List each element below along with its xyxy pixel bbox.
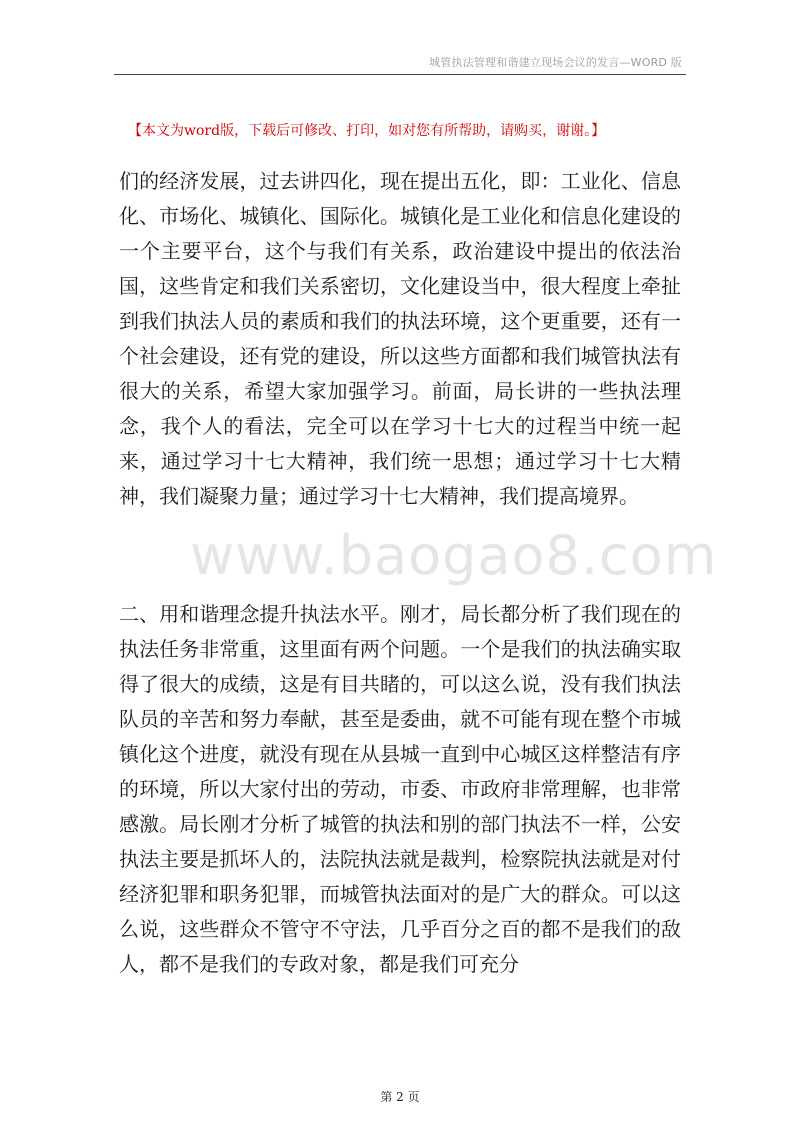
header-divider: [114, 74, 686, 75]
purchase-notice: 【本文为word版，下载后可修改、打印，如对您有所帮助，请购买，谢谢。】: [128, 123, 606, 139]
body-paragraph-1: 们的经济发展，过去讲四化，现在提出五化，即：工业化、信息化、市场化、城镇化、国际化。城镇化是工业化和信息化建设的一个主要平台，这个与我们有关系，政治建设中提出的依法治国，这些肯定和我们关系密切，文化建设当中，很大程度上牵扯到我们执法人员的素质和我们的执法环境，这个更重要，还有一个社会建设，还有党的建设，所以这些方面都和我们城管执法有很大的关系，希望大家加强学习。前面，局长讲的一些执法理念，我个人的看法，完全可以在学习十七大的过程当中统一起来，通过学习十七大精神，我们统一思想；通过学习十七大精神，我们凝聚力量；通过学习十七大精神，我们提高境界。: [119, 169, 681, 508]
running-header-title: 城管执法管理和谐建立现场会议的发言—WORD 版: [429, 56, 682, 69]
watermark-text: www.baogao8.com: [190, 524, 718, 587]
page-number: 第 2 页: [380, 1090, 420, 1104]
body-paragraph-2: 二、用和谐理念提升执法水平。刚才，局长都分析了我们现在的执法任务非常重，这里面有两个问题。一个是我们的执法确实取得了很大的成绩，这是有目共睹的，可以这么说，没有我们执法队员的辛苦和努力奉献，甚至是委曲，就不可能有现在整个市城镇化这个进度，就没有现在从县城一直到中心城区这样整洁有序的环境，所以大家付出的劳动，市委、市政府非常理解，也非常感激。局长刚才分析了城管的执法和别的部门执法不一样，公安执法主要是抓坏人的，法院执法就是裁判，检察院执法就是对付经济犯罪和职务犯罪，而城管执法面对的是广大的群众。可以这么说，这些群众不管守不守法，几乎百分之百的都不是我们的敌人，都不是我们的专政对象，都是我们可充分: [119, 602, 681, 976]
